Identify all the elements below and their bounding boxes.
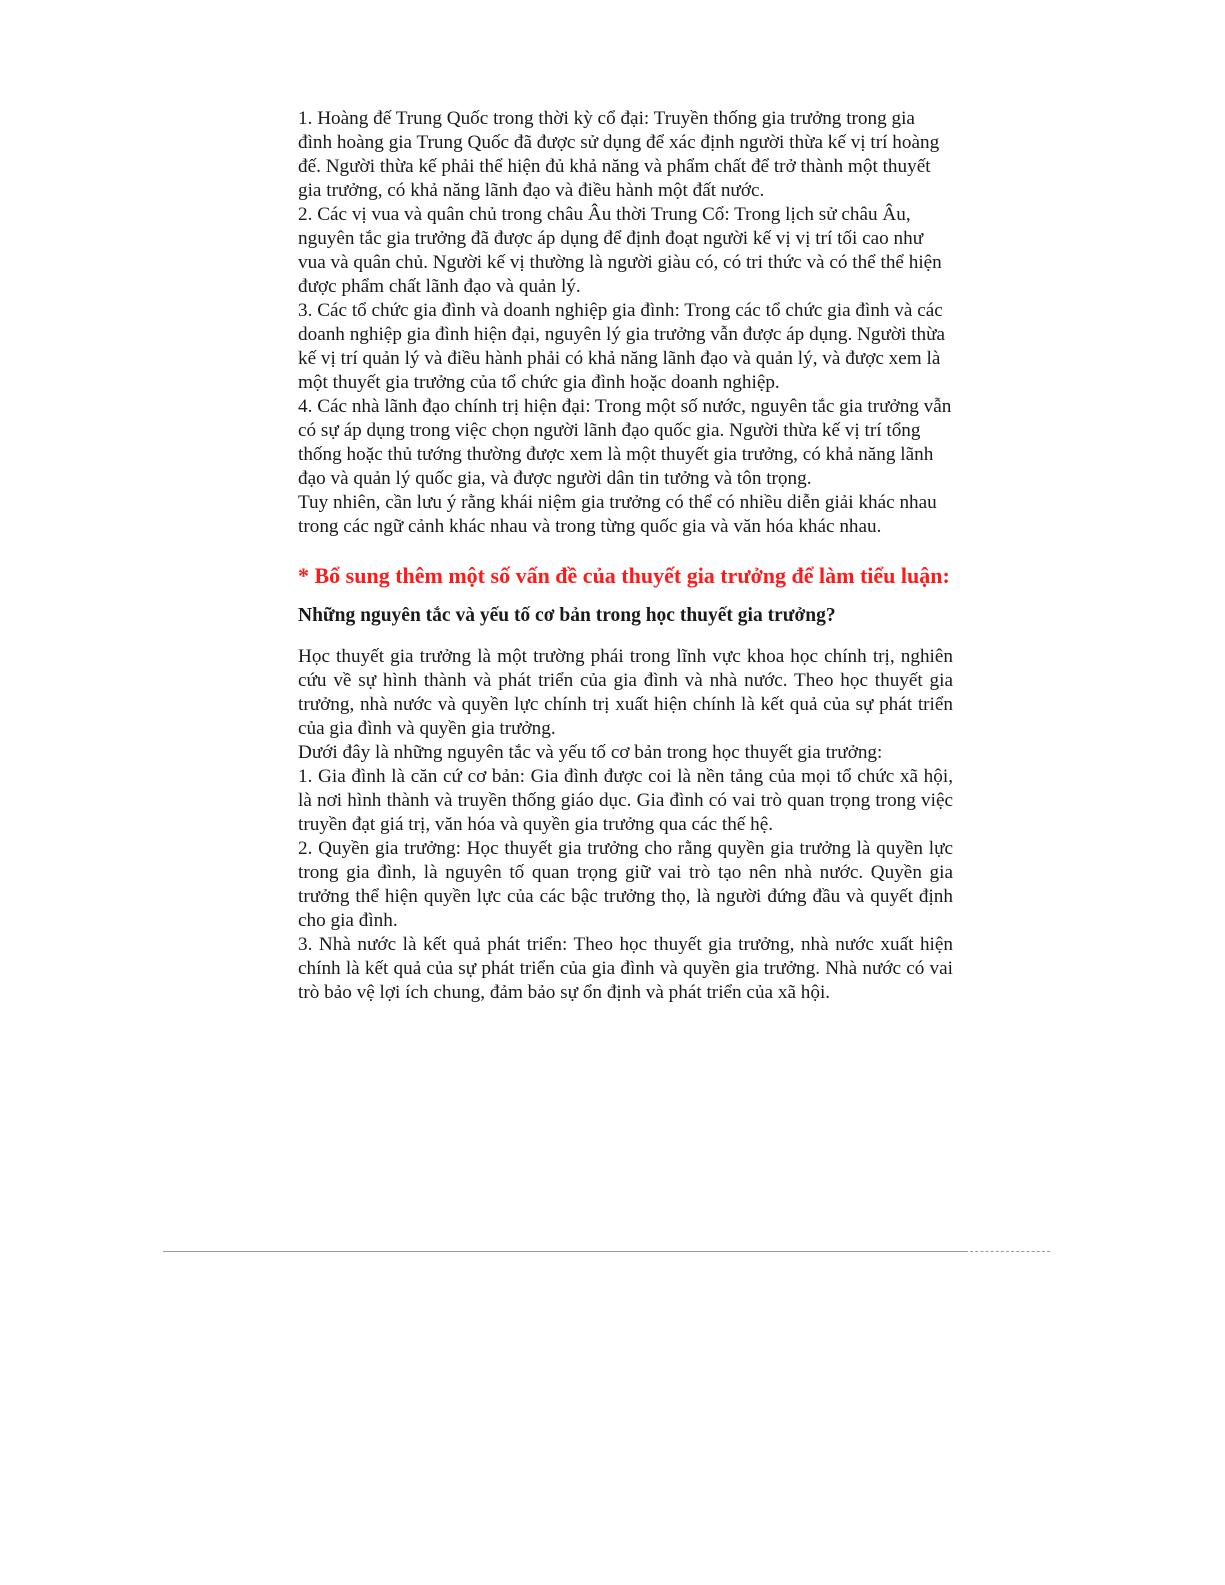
page-footer-dashes — [965, 1251, 1050, 1252]
document-body — [298, 107, 953, 1005]
intro-paragraph: Học thuyết gia trưởng là một trường phái trong lĩnh vực khoa học chính trị, nghiên cứu về sự hình thành và phát triển của gia đình và nhà nước. Theo học thuyết gia trưởng, nhà nước và quyền lực chính trị xuất hiện chính là kết quả của sự phát triển của gia đình và quyền gia trưởng. — [298, 646, 953, 739]
list-1-item-3: 3. Các tổ chức gia đình và doanh nghiệp gia đình: Trong các tổ chức gia đình và các doanh nghiệp gia đình hiện đại, nguyên lý gia trưởng vẫn được áp dụng. Người thừa kế vị trí quản lý và điều hành phải có khả năng lãnh đạo và quản lý, và được xem là một thuyết gia trưởng của tổ chức gia đình hoặc doanh nghiệp. — [298, 300, 946, 393]
page-footer-rule — [163, 1251, 965, 1252]
list-2-item-3: 3. Nhà nước là kết quả phát triển: Theo học thuyết gia trưởng, nhà nước xuất hiện chính là kết quả của sự phát triển của gia đình và quyền gia trưởng. Nhà nước có vai trò bảo vệ lợi ích chung, đảm bảo sự ổn định và phát triển của xã hội. — [298, 934, 953, 1003]
conclusion-paragraph: Tuy nhiên, cần lưu ý rằng khái niệm gia trưởng có thể có nhiều diễn giải khác nhau trong các ngữ cảnh khác nhau và trong từng quốc gia và văn hóa khác nhau. — [298, 492, 937, 537]
lead-in-paragraph: Dưới đây là những nguyên tắc và yếu tố cơ bản trong học thuyết gia trưởng: — [298, 742, 883, 763]
section-heading-red: * Bổ sung thêm một số vấn đề của thuyết gia trưởng để làm tiểu luận: — [298, 563, 950, 588]
list-1-item-1: 1. Hoàng đế Trung Quốc trong thời kỳ cổ đại: Truyền thống gia trưởng trong gia đình hoàng gia Trung Quốc đã được sử dụng để xác định người thừa kế vị trí hoàng đế. Người thừa kế phải thể hiện đủ khả năng và phẩm chất để trở thành một thuyết gia trưởng, có khả năng lãnh đạo và điều hành một đất nước. — [298, 108, 940, 201]
list-2-item-2: 2. Quyền gia trưởng: Học thuyết gia trưởng cho rằng quyền gia trưởng là quyền lực trong gia đình, là nguyên tố quan trọng giữ vai trò tạo nên nhà nước. Quyền gia trưởng thể hiện quyền lực của các bậc trưởng thọ, là người đứng đầu và quyết định cho gia đình. — [298, 838, 953, 931]
list-1-item-4: 4. Các nhà lãnh đạo chính trị hiện đại: Trong một số nước, nguyên tắc gia trưởng vẫn có sự áp dụng trong việc chọn người lãnh đạo quốc gia. Người thừa kế vị trí tổng thống hoặc thủ tướng thường được xem là một thuyết gia trưởng, có khả năng lãnh đạo và quản lý quốc gia, và được người dân tin tưởng và tôn trọng. — [298, 396, 952, 489]
list-1-item-2: 2. Các vị vua và quân chủ trong châu Âu thời Trung Cổ: Trong lịch sử châu Âu, nguyên tắc gia trưởng đã được áp dụng để định đoạt người kế vị vị trí tối cao như vua và quân chủ. Người kế vị thường là người giàu có, có tri thức và có thể thể hiện được phẩm chất lãnh đạo và quản lý. — [298, 204, 942, 297]
sub-heading: Những nguyên tắc và yếu tố cơ bản trong học thuyết gia trưởng? — [298, 605, 836, 626]
list-2-item-1: 1. Gia đình là căn cứ cơ bản: Gia đình được coi là nền tảng của mọi tổ chức xã hội, là nơi hình thành và truyền thống giáo dục. Gia đình có vai trò quan trọng trong việc truyền đạt giá trị, văn hóa và quyền gia trưởng qua các thế hệ. — [298, 766, 953, 835]
